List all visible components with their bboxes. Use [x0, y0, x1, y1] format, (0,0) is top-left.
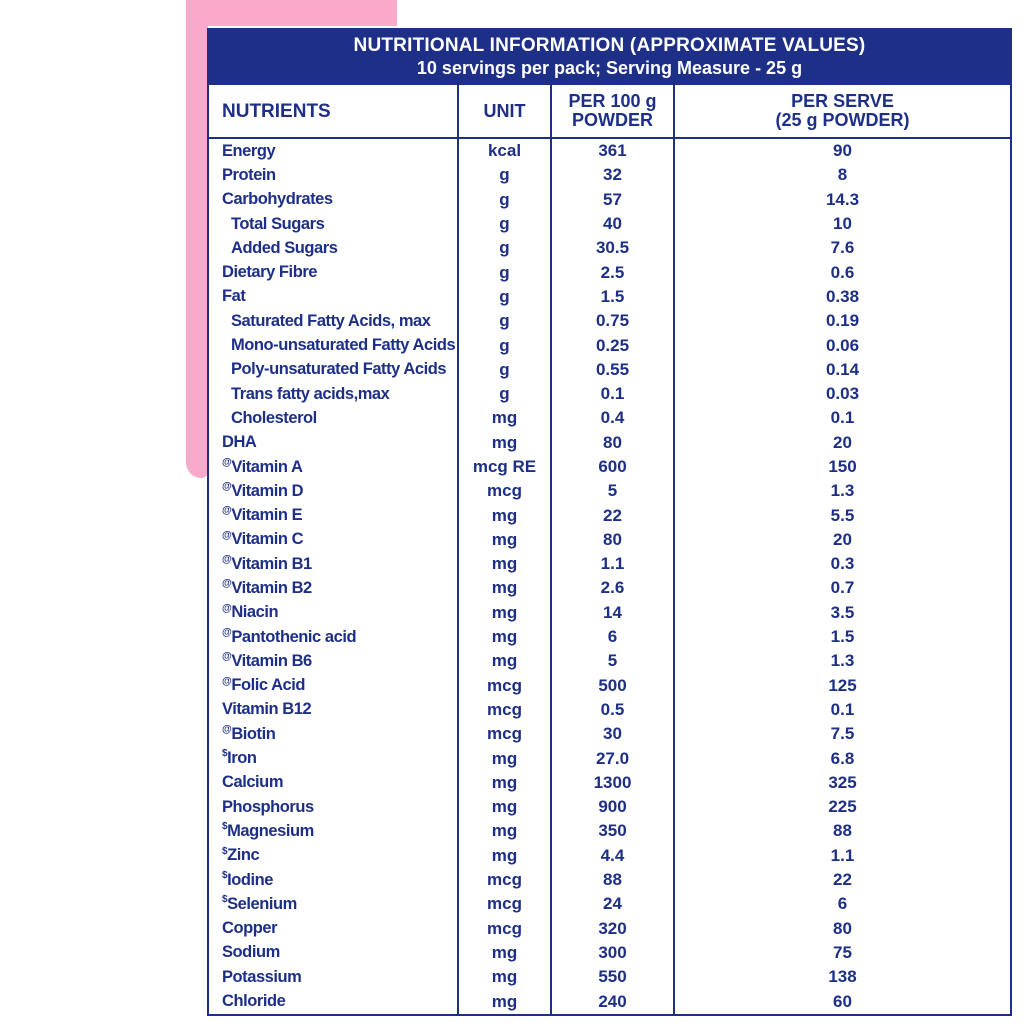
nutrition-banner [207, 28, 1012, 85]
value-per-100g: 900 [550, 795, 673, 819]
nutrient-name-text: Cholesterol [231, 408, 317, 427]
value-per-serve: 22 [673, 868, 1010, 892]
nutrition-label [207, 28, 1012, 1016]
table-row [209, 746, 1010, 770]
nutrient-name [209, 552, 457, 576]
value-per-100g: 1.5 [550, 285, 673, 309]
nutrient-name-text: Trans fatty acids,max [231, 384, 390, 403]
nutrient-unit: mg [457, 941, 550, 965]
nutrient-name-text: Biotin [231, 724, 276, 743]
value-per-serve: 20 [673, 528, 1010, 552]
value-per-serve: 0.03 [673, 382, 1010, 406]
table-row [209, 188, 1010, 212]
nutrient-unit: g [457, 188, 550, 212]
nutrient-unit: mg [457, 795, 550, 819]
footnote-marker: @ [222, 626, 232, 638]
nutrient-name [209, 260, 457, 284]
nutrient-name [209, 431, 457, 455]
nutrient-name-text: Saturated Fatty Acids, max [231, 311, 431, 330]
nutrient-name [209, 382, 457, 406]
table-row [209, 965, 1010, 989]
table-row [209, 819, 1010, 843]
value-per-100g: 4.4 [550, 844, 673, 868]
nutrient-name-text: Vitamin E [231, 506, 303, 525]
nutrient-name [209, 479, 457, 503]
table-row [209, 941, 1010, 965]
value-per-100g: 2.5 [550, 260, 673, 284]
nutrient-name [209, 722, 457, 746]
nutrient-name [209, 406, 457, 430]
value-per-100g: 57 [550, 188, 673, 212]
nutrient-unit: g [457, 309, 550, 333]
value-per-serve: 5.5 [673, 503, 1010, 527]
value-per-100g: 80 [550, 528, 673, 552]
nutrient-name [209, 576, 457, 600]
value-per-100g: 550 [550, 965, 673, 989]
nutrient-name-text: Vitamin B2 [231, 578, 312, 597]
column-header-label: PER 100 g [568, 91, 657, 111]
nutrient-name [209, 892, 457, 916]
value-per-serve: 6.8 [673, 746, 1010, 770]
nutrient-unit: mg [457, 431, 550, 455]
footnote-marker: $ [222, 869, 228, 881]
nutrient-name [209, 795, 457, 819]
value-per-100g: 30 [550, 722, 673, 746]
value-per-100g: 24 [550, 892, 673, 916]
nutrient-name [209, 285, 457, 309]
footnote-marker: @ [222, 675, 232, 687]
table-row [209, 844, 1010, 868]
footnote-marker: @ [222, 602, 232, 614]
value-per-serve: 325 [673, 771, 1010, 795]
value-per-100g: 27.0 [550, 746, 673, 770]
banner-title: NUTRITIONAL INFORMATION (APPROXIMATE VALUES) [353, 35, 866, 56]
nutrient-unit: mcg [457, 674, 550, 698]
value-per-serve: 0.6 [673, 260, 1010, 284]
value-per-serve: 6 [673, 892, 1010, 916]
footnote-marker: @ [222, 529, 232, 541]
nutrient-unit: mg [457, 746, 550, 770]
nutrient-name-text: Potassium [222, 967, 302, 986]
value-per-serve: 0.1 [673, 698, 1010, 722]
nutrient-unit: mcg [457, 479, 550, 503]
nutrient-unit: mg [457, 625, 550, 649]
footnote-marker: $ [222, 894, 228, 906]
nutrient-name-text: Vitamin C [231, 530, 304, 549]
nutrient-name [209, 601, 457, 625]
table-row [209, 892, 1010, 916]
value-per-100g: 88 [550, 868, 673, 892]
footnote-marker: @ [222, 724, 232, 736]
table-row [209, 989, 1010, 1013]
table-row [209, 625, 1010, 649]
value-per-100g: 5 [550, 479, 673, 503]
table-row [209, 431, 1010, 455]
table-body [209, 139, 1010, 1014]
table-row [209, 260, 1010, 284]
nutrient-unit: mcg [457, 917, 550, 941]
nutrient-name-text: Vitamin D [231, 481, 304, 500]
nutrient-name [209, 625, 457, 649]
nutrient-unit: mg [457, 989, 550, 1013]
table-row [209, 795, 1010, 819]
value-per-100g: 5 [550, 649, 673, 673]
nutrient-name [209, 819, 457, 843]
footnote-marker: @ [222, 554, 232, 566]
value-per-serve: 1.3 [673, 479, 1010, 503]
value-per-serve: 0.1 [673, 406, 1010, 430]
value-per-serve: 75 [673, 941, 1010, 965]
value-per-100g: 0.1 [550, 382, 673, 406]
value-per-serve: 150 [673, 455, 1010, 479]
nutrient-name-text: Magnesium [227, 821, 314, 840]
table-row [209, 576, 1010, 600]
nutrient-name [209, 139, 457, 163]
table-row [209, 358, 1010, 382]
value-per-serve: 0.06 [673, 333, 1010, 357]
nutrient-name [209, 771, 457, 795]
nutrient-name [209, 188, 457, 212]
table-row [209, 674, 1010, 698]
nutrient-name-text: Vitamin A [231, 457, 303, 476]
table-row [209, 479, 1010, 503]
nutrient-unit: mg [457, 528, 550, 552]
column-header-unit [457, 85, 550, 137]
nutrient-unit: mg [457, 552, 550, 576]
nutrient-unit: g [457, 260, 550, 284]
nutrient-name [209, 649, 457, 673]
value-per-100g: 40 [550, 212, 673, 236]
nutrient-unit: mg [457, 771, 550, 795]
nutrient-name-text: Protein [222, 165, 276, 184]
table-row [209, 382, 1010, 406]
value-per-100g: 0.4 [550, 406, 673, 430]
value-per-100g: 0.5 [550, 698, 673, 722]
value-per-serve: 1.5 [673, 625, 1010, 649]
value-per-serve: 0.7 [673, 576, 1010, 600]
footnote-marker: @ [222, 578, 232, 590]
value-per-serve: 60 [673, 989, 1010, 1013]
value-per-100g: 600 [550, 455, 673, 479]
value-per-serve: 8 [673, 163, 1010, 187]
value-per-serve: 20 [673, 431, 1010, 455]
nutrient-unit: mg [457, 601, 550, 625]
nutrient-unit: mcg [457, 868, 550, 892]
nutrient-name [209, 236, 457, 260]
table-row [209, 212, 1010, 236]
value-per-serve: 225 [673, 795, 1010, 819]
value-per-serve: 7.6 [673, 236, 1010, 260]
table-row [209, 771, 1010, 795]
value-per-serve: 90 [673, 139, 1010, 163]
nutrient-name-text: Carbohydrates [222, 190, 333, 209]
nutrient-unit: mg [457, 503, 550, 527]
footnote-marker: $ [222, 821, 228, 833]
value-per-serve: 7.5 [673, 722, 1010, 746]
footnote-marker: $ [222, 845, 228, 857]
table-row [209, 649, 1010, 673]
value-per-100g: 22 [550, 503, 673, 527]
table-row [209, 163, 1010, 187]
value-per-100g: 80 [550, 431, 673, 455]
table-row [209, 552, 1010, 576]
footnote-marker: @ [222, 505, 232, 517]
pink-package-stripe [186, 0, 208, 478]
table-row [209, 722, 1010, 746]
table-row [209, 917, 1010, 941]
nutrient-name-text: Iodine [227, 870, 274, 889]
value-per-100g: 240 [550, 989, 673, 1013]
nutrient-name-text: Vitamin B6 [231, 651, 312, 670]
nutrient-unit: g [457, 212, 550, 236]
nutrient-unit: mg [457, 576, 550, 600]
pink-package-stripe-top [186, 0, 397, 26]
value-per-100g: 0.25 [550, 333, 673, 357]
nutrient-name-text: Energy [222, 141, 276, 160]
table-row [209, 139, 1010, 163]
nutrient-name-text: Iron [227, 749, 257, 768]
value-per-serve: 80 [673, 917, 1010, 941]
column-header-label: UNIT [483, 100, 526, 121]
nutrient-unit: mcg [457, 698, 550, 722]
value-per-serve: 14.3 [673, 188, 1010, 212]
nutrient-name [209, 528, 457, 552]
nutrient-unit: g [457, 358, 550, 382]
column-header-per-serve [673, 85, 1010, 137]
nutrient-name-text: Mono-unsaturated Fatty Acids [231, 336, 456, 355]
nutrient-name [209, 917, 457, 941]
column-header-sublabel: (25 g POWDER) [775, 110, 910, 130]
nutrient-unit: mg [457, 406, 550, 430]
nutrient-name [209, 358, 457, 382]
nutrient-name-text: Zinc [227, 846, 260, 865]
table-header-row [209, 85, 1010, 139]
nutrient-unit: mcg [457, 892, 550, 916]
value-per-serve: 0.14 [673, 358, 1010, 382]
nutrient-unit: mcg RE [457, 455, 550, 479]
value-per-100g: 6 [550, 625, 673, 649]
nutrient-name-text: DHA [222, 433, 257, 452]
nutrient-name [209, 746, 457, 770]
value-per-100g: 361 [550, 139, 673, 163]
nutrient-unit: g [457, 285, 550, 309]
value-per-serve: 3.5 [673, 601, 1010, 625]
value-per-100g: 14 [550, 601, 673, 625]
footnote-marker: @ [222, 481, 232, 493]
nutrient-name [209, 333, 457, 357]
value-per-100g: 300 [550, 941, 673, 965]
nutrient-name-text: Sodium [222, 943, 280, 962]
nutrient-unit: mcg [457, 722, 550, 746]
nutrient-name [209, 674, 457, 698]
table-row [209, 868, 1010, 892]
nutrient-name-text: Vitamin B12 [222, 700, 312, 719]
value-per-100g: 500 [550, 674, 673, 698]
nutrient-name-text: Total Sugars [231, 214, 325, 233]
table-row [209, 285, 1010, 309]
column-header-per-100g [550, 85, 673, 137]
nutrient-name-text: Phosphorus [222, 797, 314, 816]
value-per-100g: 30.5 [550, 236, 673, 260]
value-per-100g: 0.55 [550, 358, 673, 382]
table-row [209, 406, 1010, 430]
nutrient-name-text: Poly-unsaturated Fatty Acids [231, 360, 447, 379]
table-row [209, 528, 1010, 552]
nutrient-unit: mg [457, 819, 550, 843]
value-per-serve: 0.3 [673, 552, 1010, 576]
value-per-100g: 32 [550, 163, 673, 187]
nutrient-name [209, 698, 457, 722]
nutrient-name-text: Niacin [231, 603, 279, 622]
column-header-label: NUTRIENTS [222, 100, 331, 122]
nutrient-name-text: Dietary Fibre [222, 263, 318, 282]
nutrient-name-text: Added Sugars [231, 238, 338, 257]
value-per-serve: 0.19 [673, 309, 1010, 333]
nutrient-name-text: Copper [222, 919, 278, 938]
value-per-100g: 2.6 [550, 576, 673, 600]
column-header-nutrients [209, 85, 457, 137]
table-row [209, 455, 1010, 479]
nutrient-name [209, 163, 457, 187]
nutrient-unit: mg [457, 844, 550, 868]
nutrient-name-text: Selenium [227, 894, 297, 913]
nutrient-unit: g [457, 163, 550, 187]
nutrient-name-text: Chloride [222, 992, 286, 1011]
value-per-100g: 1.1 [550, 552, 673, 576]
nutrient-unit: g [457, 333, 550, 357]
value-per-serve: 0.38 [673, 285, 1010, 309]
column-header-sublabel: POWDER [572, 110, 653, 130]
value-per-100g: 0.75 [550, 309, 673, 333]
nutrient-name-text: Vitamin B1 [231, 554, 312, 573]
nutrient-name-text: Fat [222, 287, 246, 306]
footnote-marker: @ [222, 456, 232, 468]
nutrient-name [209, 212, 457, 236]
nutrient-name [209, 868, 457, 892]
nutrient-unit: g [457, 236, 550, 260]
nutrient-name [209, 309, 457, 333]
nutrient-unit: g [457, 382, 550, 406]
value-per-serve: 1.1 [673, 844, 1010, 868]
footnote-marker: $ [222, 748, 228, 760]
value-per-100g: 350 [550, 819, 673, 843]
nutrient-name-text: Folic Acid [231, 676, 306, 695]
nutrient-unit: kcal [457, 139, 550, 163]
table-row [209, 236, 1010, 260]
value-per-serve: 138 [673, 965, 1010, 989]
nutrient-name-text: Pantothenic acid [231, 627, 357, 646]
nutrient-unit: mg [457, 649, 550, 673]
table-row [209, 601, 1010, 625]
nutrient-unit: mg [457, 965, 550, 989]
column-header-label: PER SERVE [791, 91, 894, 111]
nutrition-table [207, 85, 1012, 1016]
banner-serving-info: 10 servings per pack; Serving Measure - 25 g [416, 58, 803, 78]
value-per-100g: 1300 [550, 771, 673, 795]
value-per-100g: 320 [550, 917, 673, 941]
nutrient-name [209, 989, 457, 1013]
footnote-marker: @ [222, 651, 232, 663]
table-row [209, 333, 1010, 357]
nutrient-name [209, 844, 457, 868]
nutrient-name-text: Calcium [222, 773, 284, 792]
table-row [209, 309, 1010, 333]
table-row [209, 698, 1010, 722]
table-row [209, 503, 1010, 527]
nutrient-name [209, 965, 457, 989]
value-per-serve: 10 [673, 212, 1010, 236]
nutrient-name [209, 455, 457, 479]
nutrient-name [209, 941, 457, 965]
value-per-serve: 1.3 [673, 649, 1010, 673]
value-per-serve: 125 [673, 674, 1010, 698]
nutrient-name [209, 503, 457, 527]
value-per-serve: 88 [673, 819, 1010, 843]
